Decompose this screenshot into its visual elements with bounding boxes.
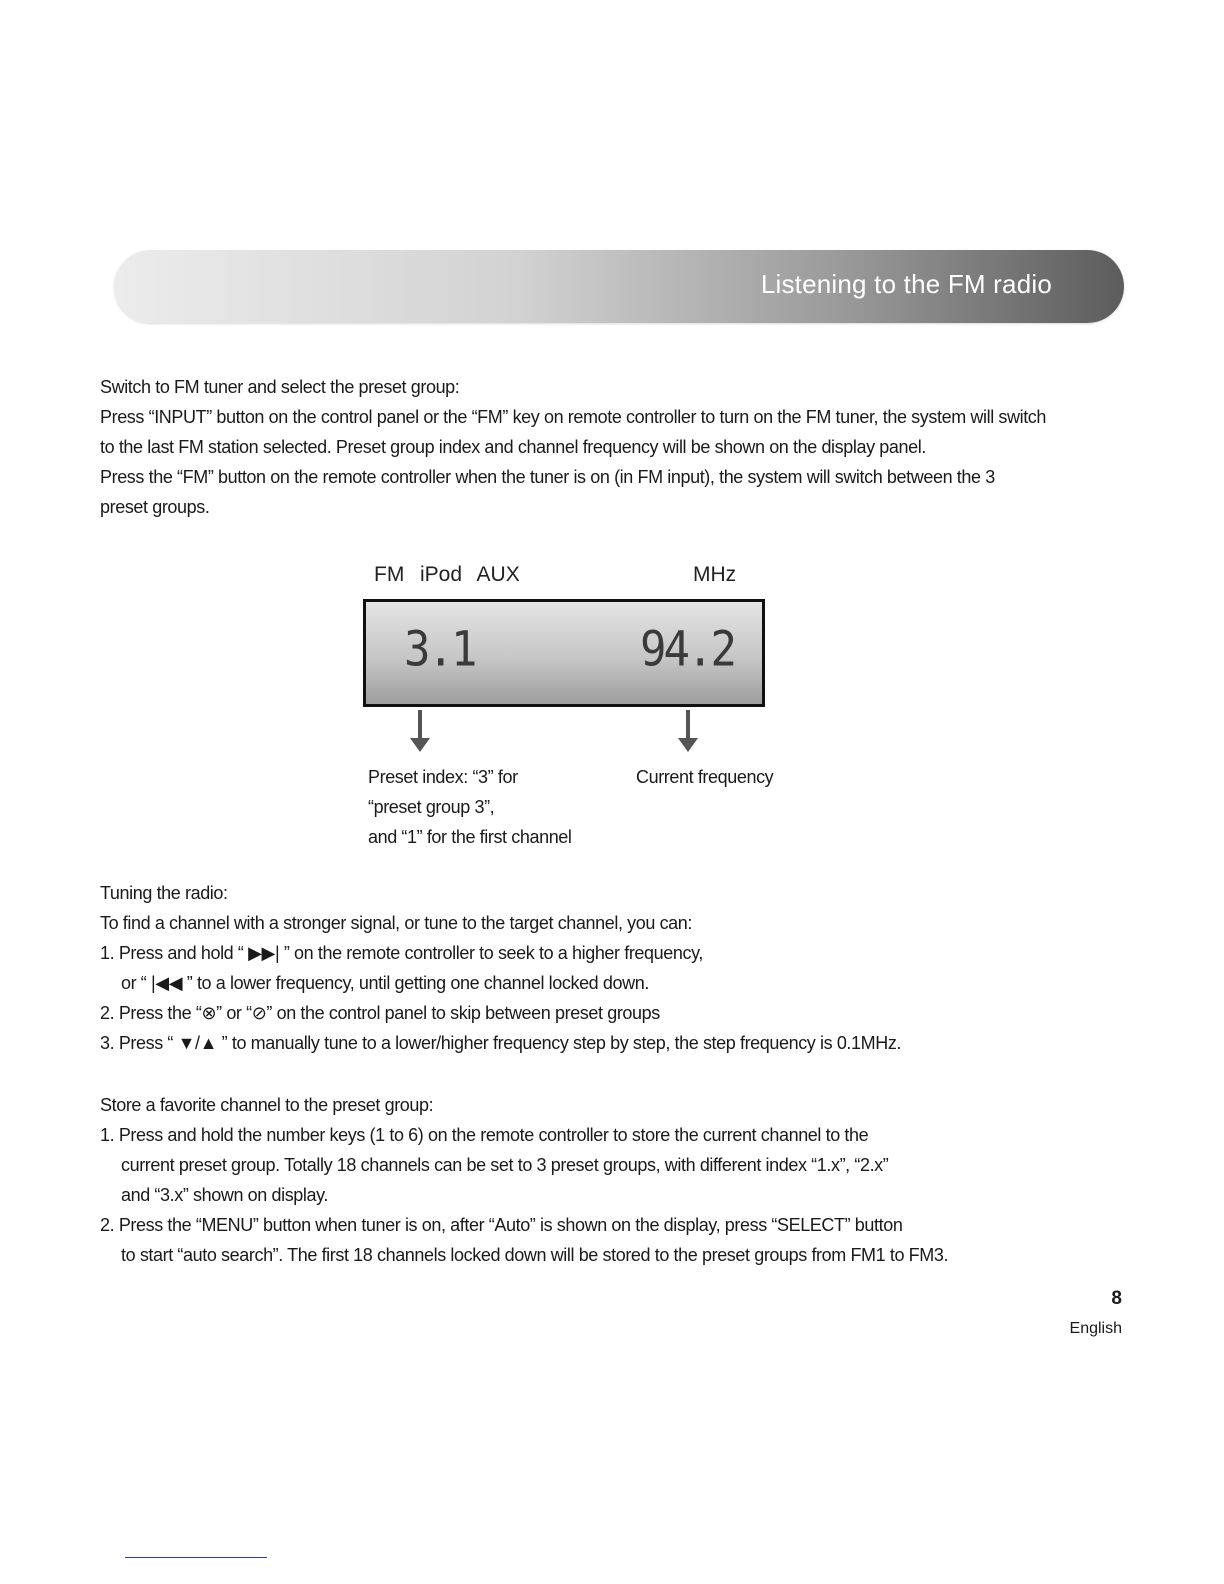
section-heading: Switch to FM tuner and select the preset group: xyxy=(100,377,460,397)
unit-label: MHz xyxy=(693,563,737,586)
caption-line: Current frequency xyxy=(636,767,774,787)
source-labels: FM iPod AUX xyxy=(374,563,520,586)
list-item: 1. Press and hold the number keys (1 to 6) on the remote controller to store the current channel to the xyxy=(100,1125,869,1145)
section-tuning xyxy=(100,878,1110,1058)
lcd-display-panel xyxy=(363,599,765,707)
body-line: preset groups. xyxy=(100,497,210,517)
footer-divider xyxy=(125,1557,267,1558)
list-item: 2. Press the “⊗” or “⊘” on the control panel to skip between preset groups xyxy=(100,1003,660,1023)
caption-line: and “1” for the first channel xyxy=(368,827,572,847)
page-number: 8 xyxy=(1111,1288,1122,1309)
body-line: to the last FM station selected. Preset group index and channel frequency will be shown on the display panel. xyxy=(100,437,926,457)
list-item: 3. Press “ ▼/▲ ” to manually tune to a lower/higher frequency step by step, the step frequency is 0.1MHz. xyxy=(100,1033,902,1053)
list-item: 1. Press and hold “ ▶▶| ” on the remote controller to seek to a higher frequency, xyxy=(100,943,703,963)
list-item: 2. Press the “MENU” button when tuner is on, after “Auto” is shown on the display, press “SELECT” button xyxy=(100,1215,903,1235)
down-arrow-icon xyxy=(408,710,432,754)
frequency-caption xyxy=(636,762,773,792)
list-item-continuation: or “ |◀◀ ” to a lower frequency, until getting one channel locked down. xyxy=(121,973,649,993)
section-store-favorite xyxy=(100,1090,1110,1270)
frequency-readout: 94.2 xyxy=(640,621,734,678)
list-item-continuation: to start “auto search”. The first 18 channels locked down will be stored to the preset groups from FM1 to FM3. xyxy=(121,1245,949,1265)
list-item-continuation: current preset group. Totally 18 channels can be set to 3 preset groups, with different index “1.x”, “2.x” xyxy=(121,1155,889,1175)
page-title: Listening to the FM radio xyxy=(760,269,1052,299)
section-heading: Store a favorite channel to the preset group: xyxy=(100,1095,434,1115)
body-line: Press “INPUT” button on the control panel or the “FM” key on remote controller to turn on the FM tuner, the system will switch xyxy=(100,407,1046,427)
list-item-continuation: and “3.x” shown on display. xyxy=(121,1185,328,1205)
preset-index-readout: 3.1 xyxy=(404,621,475,678)
caption-line: “preset group 3”, xyxy=(368,797,495,817)
body-line: To find a channel with a stronger signal, or tune to the target channel, you can: xyxy=(100,913,692,933)
section-banner xyxy=(114,250,1124,323)
page-language: English xyxy=(1069,1320,1122,1337)
section-switch-tuner xyxy=(100,372,1110,522)
body-line: Press the “FM” button on the remote controller when the tuner is on (in FM input), the system will switch between the 3 xyxy=(100,467,995,487)
caption-line: Preset index: “3” for xyxy=(368,767,518,787)
preset-index-caption xyxy=(368,762,572,852)
section-heading: Tuning the radio: xyxy=(100,883,228,903)
down-arrow-icon xyxy=(676,710,700,754)
